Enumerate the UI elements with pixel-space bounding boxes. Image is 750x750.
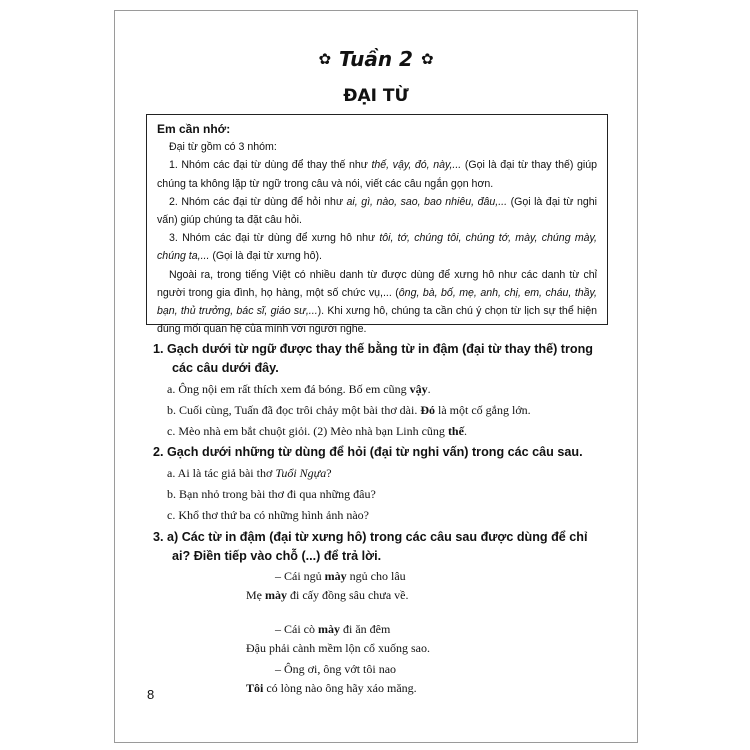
poem-line: Tôi có lòng nào ông hãy xáo măng.	[246, 681, 417, 695]
week-title	[115, 47, 637, 71]
question-3-line-2: ai? Điền tiếp vào chỗ (...) để trả lời.	[172, 549, 382, 563]
poem-line: Mẹ mày đi cấy đồng sâu chưa về.	[246, 588, 409, 602]
question-2-items	[167, 463, 376, 526]
poem-line: – Cái cò mày đi ăn đêm	[275, 622, 391, 636]
question-1	[153, 340, 593, 378]
remember-box	[146, 114, 608, 336]
flower-icon: ✿	[420, 50, 434, 68]
poem-line: – Ông ơi, ông vớt tôi nao	[275, 662, 397, 676]
remember-point-3: 3. Nhóm các đại từ dùng để xưng hô như tôi, tớ, chúng tôi, chúng tớ, mày, chúng mày, chúng ta,... (Gọi là đại từ xưng hô).	[157, 232, 597, 263]
question-3-line-1: 3. a) Các từ in đậm (đại từ xưng hô) trong các câu sau được dùng để chỉ	[153, 530, 588, 544]
question-1-line-2: các câu dưới đây.	[172, 361, 279, 375]
question-1-line-1: 1. Gạch dưới từ ngữ được thay thế bằng từ in đậm (đại từ thay thế) trong	[153, 342, 593, 356]
remember-intro: Đại từ gồm có 3 nhóm:	[169, 141, 277, 154]
question-2	[153, 443, 593, 462]
flower-icon: ✿	[318, 50, 332, 68]
remember-heading: Em cần nhớ:	[157, 122, 231, 136]
week-title-text: Tuần 2	[339, 47, 413, 71]
poem-line: – Cái ngủ mày ngủ cho lâu	[275, 569, 406, 583]
remember-point-2: 2. Nhóm các đại từ dùng để hỏi như ai, gì, nào, sao, bao nhiêu, đâu,... (Gọi là đại từ nghi vấn) giúp chúng ta đặt câu hỏi.	[157, 195, 597, 227]
list-item: b. Bạn nhỏ trong bài thơ đi qua những đâu?	[167, 487, 376, 501]
question-3	[153, 528, 593, 566]
list-item: a. Ông nội em rất thích xem đá bóng. Bố em cũng vậy.	[167, 382, 431, 396]
remember-extra: Ngoài ra, trong tiếng Việt có nhiều danh từ được dùng để xưng hô như các danh từ chỉ người trong gia đình, họ hàng, một số chức vụ,... (ông, bà, bố, mẹ, anh, chị, em, cháu, thầy, bạn, thủ trưởng, bác sĩ, giáo sư,...). Khi xưng hô, chúng ta cần chú ý chọn từ lịch sự thể hiện đúng mối quan hệ của mình với người nghe.	[157, 268, 598, 336]
question-2-line-1: 2. Gạch dưới những từ dùng để hỏi (đại từ nghi vấn) trong các câu sau.	[153, 445, 583, 459]
page-number: 8	[147, 687, 155, 702]
list-item: c. Khổ thơ thứ ba có những hình ảnh nào?	[167, 508, 369, 522]
poem-line: Đậu phải cành mềm lộn cổ xuống sao.	[246, 641, 430, 655]
workbook-page	[114, 10, 638, 743]
list-item: a. Ai là tác giả bài thơ Tuổi Ngựa?	[167, 466, 332, 480]
list-item: b. Cuối cùng, Tuấn đã đọc trôi chảy một bài thơ dài. Đó là một cố gắng lớn.	[167, 403, 531, 417]
lesson-title: ĐẠI TỪ	[343, 86, 409, 106]
remember-point-1: 1. Nhóm các đại từ dùng để thay thế như thế, vậy, đó, này,... (Gọi là đại từ thay thế) giúp chúng ta không lặp từ ngữ trong câu và nói, viết các câu ngắn gọn hơn.	[157, 159, 597, 190]
list-item: c. Mèo nhà em bắt chuột giỏi. (2) Mèo nhà bạn Linh cũng thế.	[167, 424, 467, 438]
question-1-items	[167, 379, 531, 442]
